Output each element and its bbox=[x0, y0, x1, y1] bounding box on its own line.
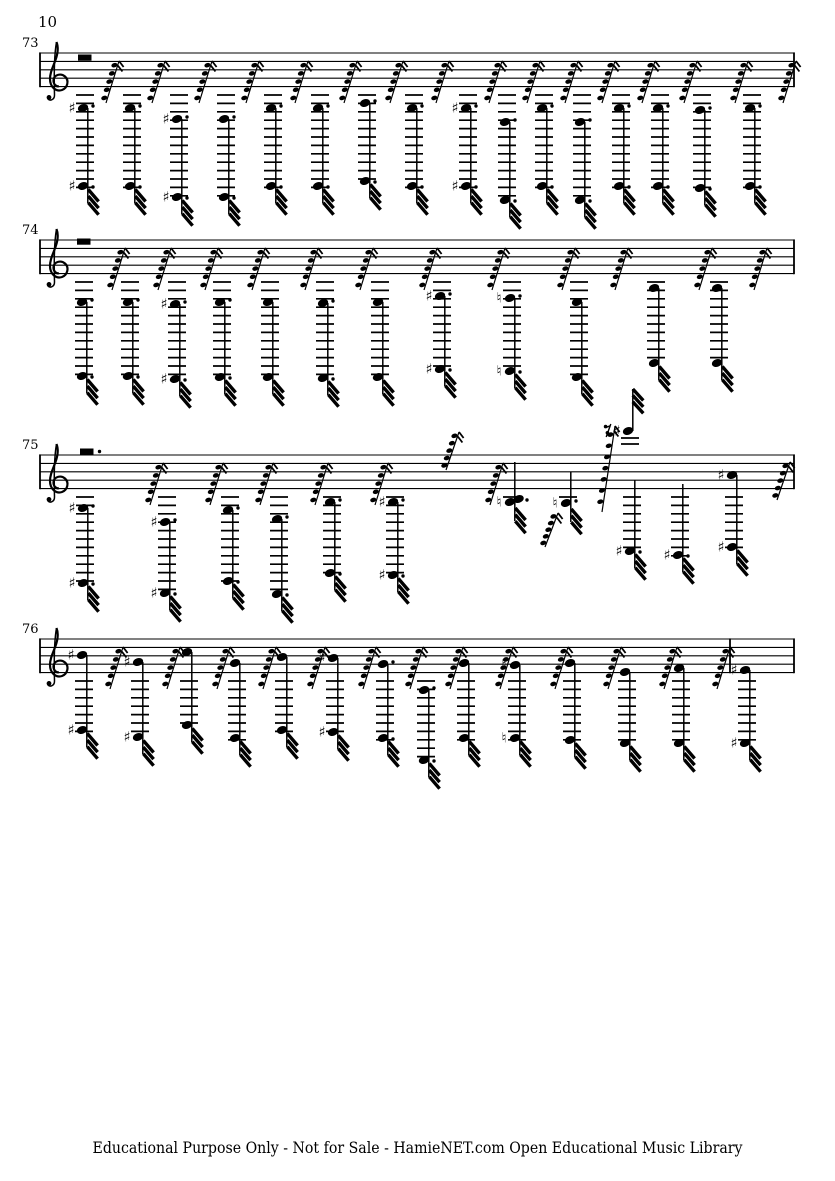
svg-text:♯: ♯ bbox=[451, 178, 459, 195]
svg-text:♯: ♯ bbox=[717, 467, 725, 484]
svg-text:♮: ♮ bbox=[501, 657, 507, 674]
svg-text:♯: ♯ bbox=[68, 100, 76, 117]
svg-text:♯: ♯ bbox=[68, 575, 76, 592]
svg-text:♯: ♯ bbox=[150, 585, 158, 602]
svg-text:♮: ♮ bbox=[501, 730, 507, 747]
svg-text:♯: ♯ bbox=[162, 111, 170, 128]
measure-number: 74 bbox=[22, 223, 39, 238]
svg-text:♮: ♮ bbox=[496, 290, 502, 307]
svg-text:♯: ♯ bbox=[378, 567, 386, 584]
svg-text:♯: ♯ bbox=[663, 547, 671, 564]
svg-text:♯: ♯ bbox=[67, 647, 75, 664]
svg-text:♯: ♯ bbox=[318, 650, 326, 667]
svg-text:♮: ♮ bbox=[496, 363, 502, 380]
svg-text:♯: ♯ bbox=[160, 371, 168, 388]
svg-text:♯: ♯ bbox=[160, 296, 168, 313]
svg-text:♯: ♯ bbox=[425, 288, 433, 305]
svg-text:♯: ♯ bbox=[68, 500, 76, 517]
svg-text:♯: ♯ bbox=[613, 423, 621, 440]
measure-number: 75 bbox=[22, 438, 39, 453]
whole-rest bbox=[78, 55, 92, 61]
svg-text:♯: ♯ bbox=[615, 543, 623, 560]
svg-text:♮: ♮ bbox=[552, 495, 558, 512]
footer-text: Educational Purpose Only - Not for Sale - HamieNET.com Open Educational Music Library bbox=[92, 1139, 743, 1157]
svg-text:♯: ♯ bbox=[68, 178, 76, 195]
svg-text:♯: ♯ bbox=[123, 654, 131, 671]
svg-text:♯: ♯ bbox=[717, 539, 725, 556]
svg-text:♯: ♯ bbox=[162, 189, 170, 206]
svg-text:♯: ♯ bbox=[67, 722, 75, 739]
svg-text:♯: ♯ bbox=[451, 100, 459, 117]
svg-text:♯: ♯ bbox=[378, 494, 386, 511]
svg-text:♯: ♯ bbox=[425, 361, 433, 378]
whole-rest bbox=[77, 239, 91, 245]
svg-text:♯: ♯ bbox=[730, 662, 738, 679]
svg-text:♮: ♮ bbox=[496, 494, 502, 511]
svg-text:♯: ♯ bbox=[730, 735, 738, 752]
measure-number: 73 bbox=[22, 36, 39, 51]
svg-text:♯: ♯ bbox=[150, 514, 158, 531]
svg-text:♯: ♯ bbox=[318, 724, 326, 741]
svg-text:♯: ♯ bbox=[123, 729, 131, 746]
measure-number: 76 bbox=[22, 622, 39, 637]
page-number: 10 bbox=[38, 13, 58, 31]
